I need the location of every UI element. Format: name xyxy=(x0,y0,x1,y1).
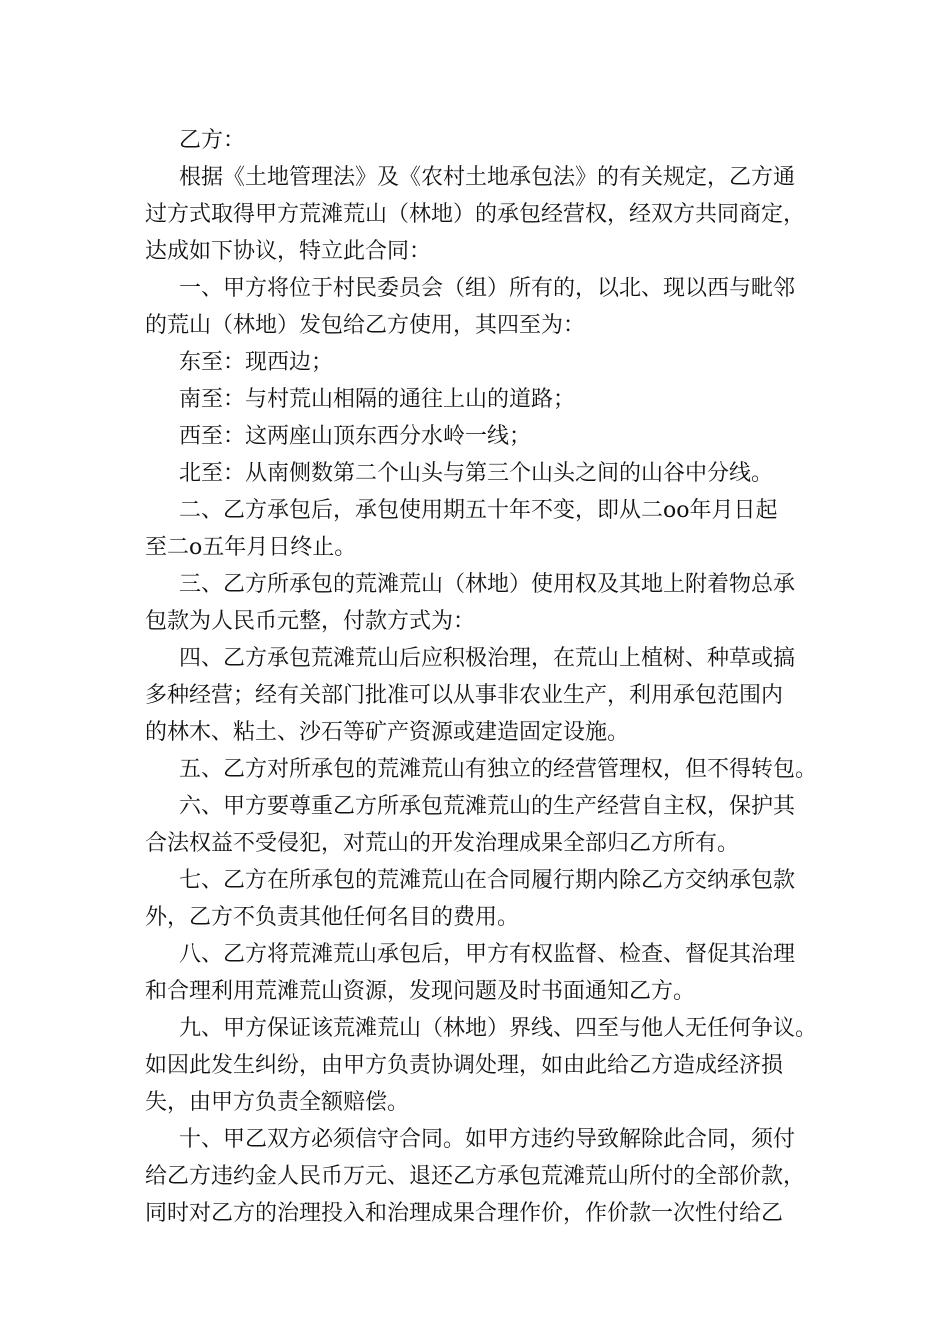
text-line: 八、乙方将荒滩荒山承包后，甲方有权监督、检查、督促其治理 xyxy=(179,942,796,967)
text-line: 南至：与村荒山相隔的通往上山的道路； xyxy=(179,387,576,412)
text-line: 失，由甲方负责全额赔偿。 xyxy=(145,1090,410,1115)
text-line: 过方式取得甲方荒滩荒山（林地）的承包经营权，经双方共同商定， xyxy=(145,202,806,227)
text-line: 的林木、粘土、沙石等矿产资源或建造固定设施。 xyxy=(145,720,630,745)
text-line: 外，乙方不负责其他任何名目的费用。 xyxy=(145,905,520,930)
text-line: 二、乙方承包后，承包使用期五十年不变，即从二oo年月日起 xyxy=(179,498,778,523)
text-line: 根据《土地管理法》及《农村土地承包法》的有关规定，乙方通 xyxy=(179,165,796,190)
text-line: 北至：从南侧数第二个山头与第三个山头之间的山谷中分线。 xyxy=(179,461,774,486)
text-line: 七、乙方在所承包的荒滩荒山在合同履行期内除乙方交纳承包款 xyxy=(179,868,796,893)
text-line: 合法权益不受侵犯，对荒山的开发治理成果全部归乙方所有。 xyxy=(145,831,740,856)
contract-body xyxy=(145,122,825,1232)
text-line: 东至：现西边； xyxy=(179,350,334,375)
text-line: 多种经营；经有关部门批准可以从事非农业生产，利用承包范围内 xyxy=(145,683,784,708)
text-line: 九、甲方保证该荒滩荒山（林地）界线、四至与他人无任何争议。 xyxy=(179,1016,818,1041)
text-line: 至二o五年月日终止。 xyxy=(145,535,357,560)
text-line: 同时对乙方的治理投入和治理成果合理作价，作价款一次性付给乙 xyxy=(145,1201,784,1226)
text-line: 四、乙方承包荒滩荒山后应积极治理，在荒山上植树、种草或搞 xyxy=(179,646,796,671)
text-line: 包款为人民币元整，付款方式为： xyxy=(145,609,476,634)
text-line: 给乙方违约金人民币万元、退还乙方承包荒滩荒山所付的全部价款， xyxy=(145,1164,806,1189)
text-line: 的荒山（林地）发包给乙方使用，其四至为： xyxy=(145,313,586,338)
text-line: 一、甲方将位于村民委员会（组）所有的，以北、现以西与毗邻 xyxy=(179,276,796,301)
text-line: 如因此发生纠纷，由甲方负责协调处理，如由此给乙方造成经济损 xyxy=(145,1053,784,1078)
text-line: 六、甲方要尊重乙方所承包荒滩荒山的生产经营自主权，保护其 xyxy=(179,794,796,819)
text-line: 西至：这两座山顶东西分水岭一线； xyxy=(179,424,532,449)
text-line: 乙方： xyxy=(179,128,246,153)
text-line: 和合理利用荒滩荒山资源，发现问题及时书面通知乙方。 xyxy=(145,979,696,1004)
text-line: 十、甲乙双方必须信守合同。如甲方违约导致解除此合同，须付 xyxy=(179,1127,796,1152)
text-line: 五、乙方对所承包的荒滩荒山有独立的经营管理权，但不得转包。 xyxy=(179,757,818,782)
text-line: 三、乙方所承包的荒滩荒山（林地）使用权及其地上附着物总承 xyxy=(179,572,796,597)
text-line: 达成如下协议，特立此合同： xyxy=(145,239,432,264)
